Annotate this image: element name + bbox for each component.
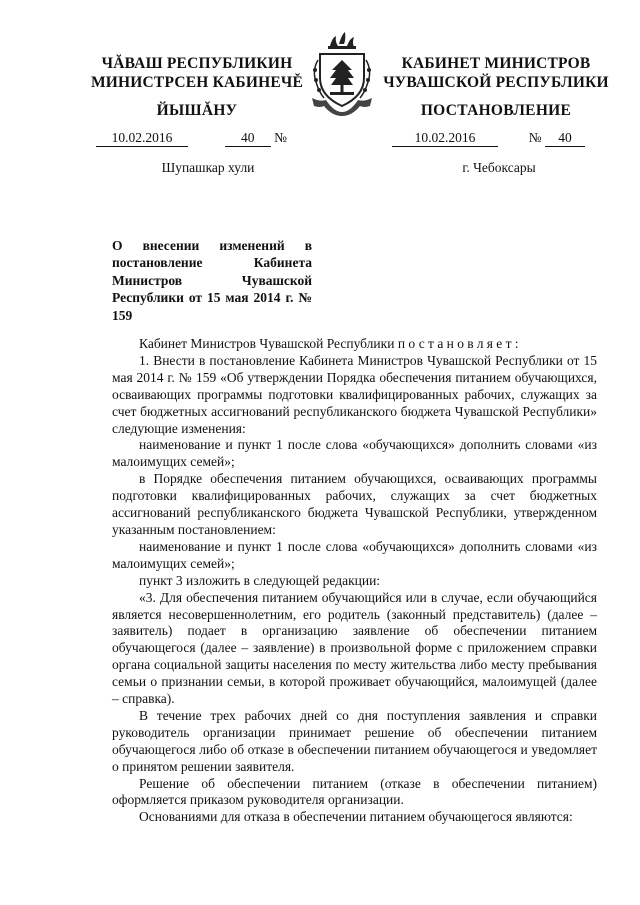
body-paragraph-8: Решение об обеспечении питанием (отказе в обеспечении питанием) оформляется приказом руководителя организации. xyxy=(112,775,597,808)
left-date-line xyxy=(96,130,326,147)
right-org-title-line2: ЧУВАШСКОЙ РЕСПУБЛИКИ xyxy=(383,74,609,91)
chuvash-coat-of-arms-icon xyxy=(306,30,378,116)
left-org-title xyxy=(72,54,322,92)
body-paragraph-7: В течение трех рабочих дней со дня поступления заявления и справки руководитель организации принимает решение об обеспечении питанием обучающегося либо об отказе в обеспечении питанием обучающегося и уведомляет о принятом решении заявителя. xyxy=(112,707,597,774)
left-org-title-line1: ЧĂВАШ РЕСПУБЛИКИН xyxy=(101,55,293,72)
right-doc-type: ПОСТАНОВЛЕНИЕ xyxy=(420,102,572,119)
right-date-line xyxy=(392,130,622,147)
left-org-title-line2: МИНИСТРСЕН КАБИНЕЧĚ xyxy=(90,74,304,91)
body-paragraph-9: Основаниями для отказа в обеспечении питанием обучающегося являются: xyxy=(139,809,573,825)
left-date: 10.02.2016 xyxy=(96,130,188,147)
left-number-sign: № xyxy=(274,130,288,145)
right-number-sign: № xyxy=(528,130,542,145)
body-paragraph-2: наименование и пункт 1 после слова «обучающихся» дополнить словами «из малоимущих семей»; xyxy=(112,437,597,470)
body-intro-prefix: Кабинет Министров Чувашской Республики xyxy=(139,336,395,351)
body-paragraph-4: наименование и пункт 1 после слова «обучающихся» дополнить словами «из малоимущих семей»; xyxy=(112,538,597,571)
left-doc-type: ЙЫШĂНУ xyxy=(156,102,238,119)
body-paragraph-6: «3. Для обеспечения питанием обучающийся или в случае, если обучающийся является несовершеннолетним, его родитель (законный представитель) (далее – заявитель) подает в организацию заявление об обеспечении питанием обучающегося (далее – заявление) в произвольной форме с приложением справки органа социальной защиты населения по месту жительства либо месту пребывания семьи о признании семьи, в которой проживает обучающийся, малоимущей (далее – справка). xyxy=(112,589,597,707)
body-paragraph-3: в Порядке обеспечения питанием обучающихся, осваивающих программы подготовки квалифицированных рабочих, служащих за счет бюджетных ассигнований республиканского бюджета Чувашской Республики, утвержденном указанным постановлением: xyxy=(112,471,597,537)
document-subject: О внесении изменений в постановление Кабинета Министров Чувашской Республики от 15 мая 2014 г. № 159 xyxy=(112,238,312,323)
left-city: Шупашкар хули xyxy=(161,160,255,175)
right-org-title-line1: КАБИНЕТ МИНИСТРОВ xyxy=(401,55,591,72)
body-intro xyxy=(112,336,597,353)
right-date: 10.02.2016 xyxy=(392,130,498,147)
left-number: 40 xyxy=(225,130,271,147)
body-paragraph-1: 1. Внести в постановление Кабинета Министров Чувашской Республики от 15 мая 2014 г. № 159 «Об утверждении Порядка обеспечения питанием обучающихся, осваивающих программы подготовки квалифицированных рабочих, служащих за счет бюджетных ассигнований республиканского бюджета Чувашской Республики» следующие изменения: xyxy=(112,352,597,436)
right-number: 40 xyxy=(545,130,585,147)
right-org-title xyxy=(378,54,614,92)
right-city: г. Чебоксары xyxy=(462,160,536,175)
body-paragraph-5: пункт 3 изложить в следующей редакции: xyxy=(139,572,381,588)
body-intro-keyword: постановляет: xyxy=(397,336,522,351)
document-body xyxy=(112,336,597,826)
